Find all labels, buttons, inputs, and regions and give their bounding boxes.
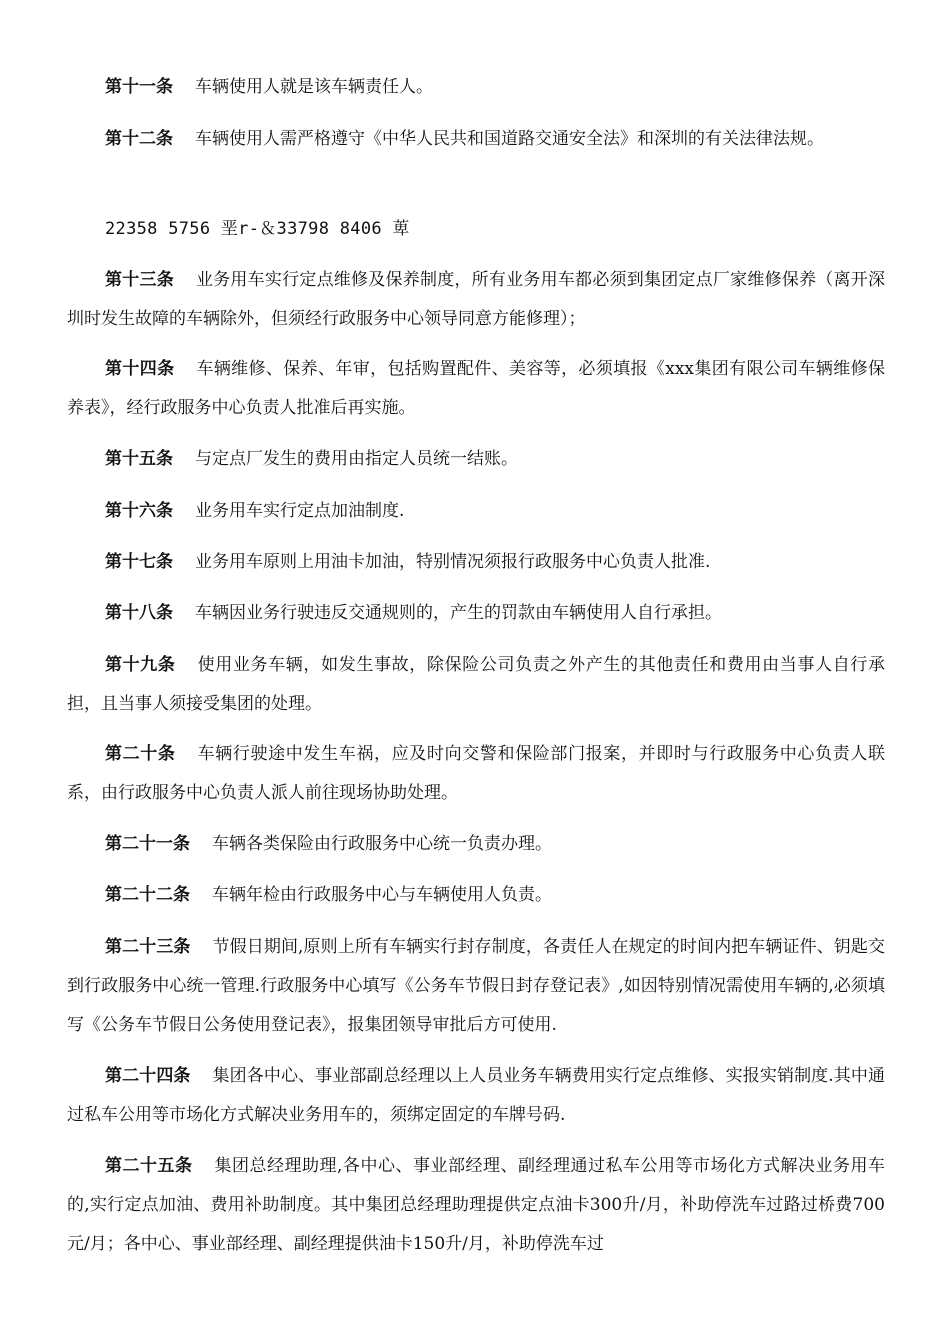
article-25 <box>67 1147 885 1264</box>
article-20 <box>67 735 885 813</box>
article-text: 车辆因业务行驶违反交通规则的，产生的罚款由车辆使用人自行承担。 <box>195 603 722 623</box>
article-number: 第二十二条 <box>105 885 190 905</box>
article-number: 第二十一条 <box>105 834 190 854</box>
article-11 <box>105 68 885 107</box>
article-15 <box>105 440 885 479</box>
article-number: 第十五条 <box>105 449 173 469</box>
article-12 <box>67 120 885 159</box>
article-text: 车辆行驶途中发生车祸，应及时向交警和保险部门报案，并即时与行政服务中心负责人联系，由行政服务中心负责人派人前往现场协助处理。 <box>67 744 886 803</box>
article-text: 车辆年检由行政服务中心与车辆使用人负责。 <box>212 885 552 905</box>
article-text: 车辆使用人需严格遵守《中华人民共和国道路交通安全法》和深圳的有关法律法规。 <box>195 129 824 149</box>
article-text: 与定点厂发生的费用由指定人员统一结账。 <box>195 449 518 469</box>
article-22 <box>105 876 885 915</box>
article-number: 第十七条 <box>105 552 173 572</box>
article-24 <box>67 1057 885 1135</box>
article-text: 车辆维修、保养、年审，包括购置配件、美容等，必须填报《xxx集团有限公司车辆维修保养表》，经行政服务中心负责人批准后再实施。 <box>67 359 885 418</box>
article-number: 第十九条 <box>105 655 176 675</box>
article-number: 第十三条 <box>105 270 174 290</box>
article-text: 使用业务车辆，如发生事故，除保险公司负责之外产生的其他责任和费用由当事人自行承担，且当事人须接受集团的处理。 <box>67 655 886 714</box>
article-number: 第十四条 <box>105 359 175 379</box>
article-text: 集团各中心、事业部副总经理以上人员业务车辆费用实行定点维修、实报实销制度.其中通过私车公用等市场化方式解决业务用车的，须绑定固定的车牌号码. <box>67 1066 886 1125</box>
article-number: 第二十五条 <box>105 1156 193 1176</box>
article-text: 车辆各类保险由行政服务中心统一负责办理。 <box>212 834 552 854</box>
article-21 <box>105 825 885 864</box>
article-number: 第十二条 <box>105 129 173 149</box>
article-13 <box>67 261 885 339</box>
article-number: 第二十四条 <box>105 1066 191 1086</box>
garbled-line <box>105 210 885 249</box>
article-text: 集团总经理助理,各中心、事业部经理、副经理通过私车公用等市场化方式解决业务用车的,实行定点加油、费用补助制度。其中集团总经理助理提供定点油卡300升/月，补助停洗车过路过桥费700元/月；各中心、事业部经理、副经理提供油卡150升/月，补助停洗车过 <box>67 1156 886 1254</box>
article-text: 车辆使用人就是该车辆责任人。 <box>195 77 433 97</box>
article-text: 业务用车实行定点维修及保养制度，所有业务用车都必须到集团定点厂家维修保养（离开深圳时发生故障的车辆除外，但须经行政服务中心领导同意方能修理）； <box>67 270 886 329</box>
article-16 <box>105 492 885 531</box>
article-23 <box>67 928 885 1045</box>
article-number: 第十八条 <box>105 603 173 623</box>
article-number: 第二十条 <box>105 744 176 764</box>
article-19 <box>67 646 885 724</box>
article-text: 节假日期间,原则上所有车辆实行封存制度，各责任人在规定的时间内把车辆证件、钥匙交到行政服务中心统一管理.行政服务中心填写《公务车节假日封存登记表》,如因特别情况需使用车辆的,必须填写《公务车节假日公务使用登记表》，报集团领导审批后方可使用. <box>67 937 886 1035</box>
article-number: 第十一条 <box>105 77 173 97</box>
article-text: 业务用车原则上用油卡加油，特别情况须报行政服务中心负责人批准. <box>195 552 711 572</box>
article-17 <box>105 543 885 582</box>
article-text: 业务用车实行定点加油制度. <box>195 501 405 521</box>
article-number: 第十六条 <box>105 501 173 521</box>
garbled-text: 22358 5756 垩r-＆33798 8406 萆 <box>105 219 410 239</box>
article-18 <box>105 594 885 633</box>
article-number: 第二十三条 <box>105 937 191 957</box>
article-14 <box>67 350 885 428</box>
